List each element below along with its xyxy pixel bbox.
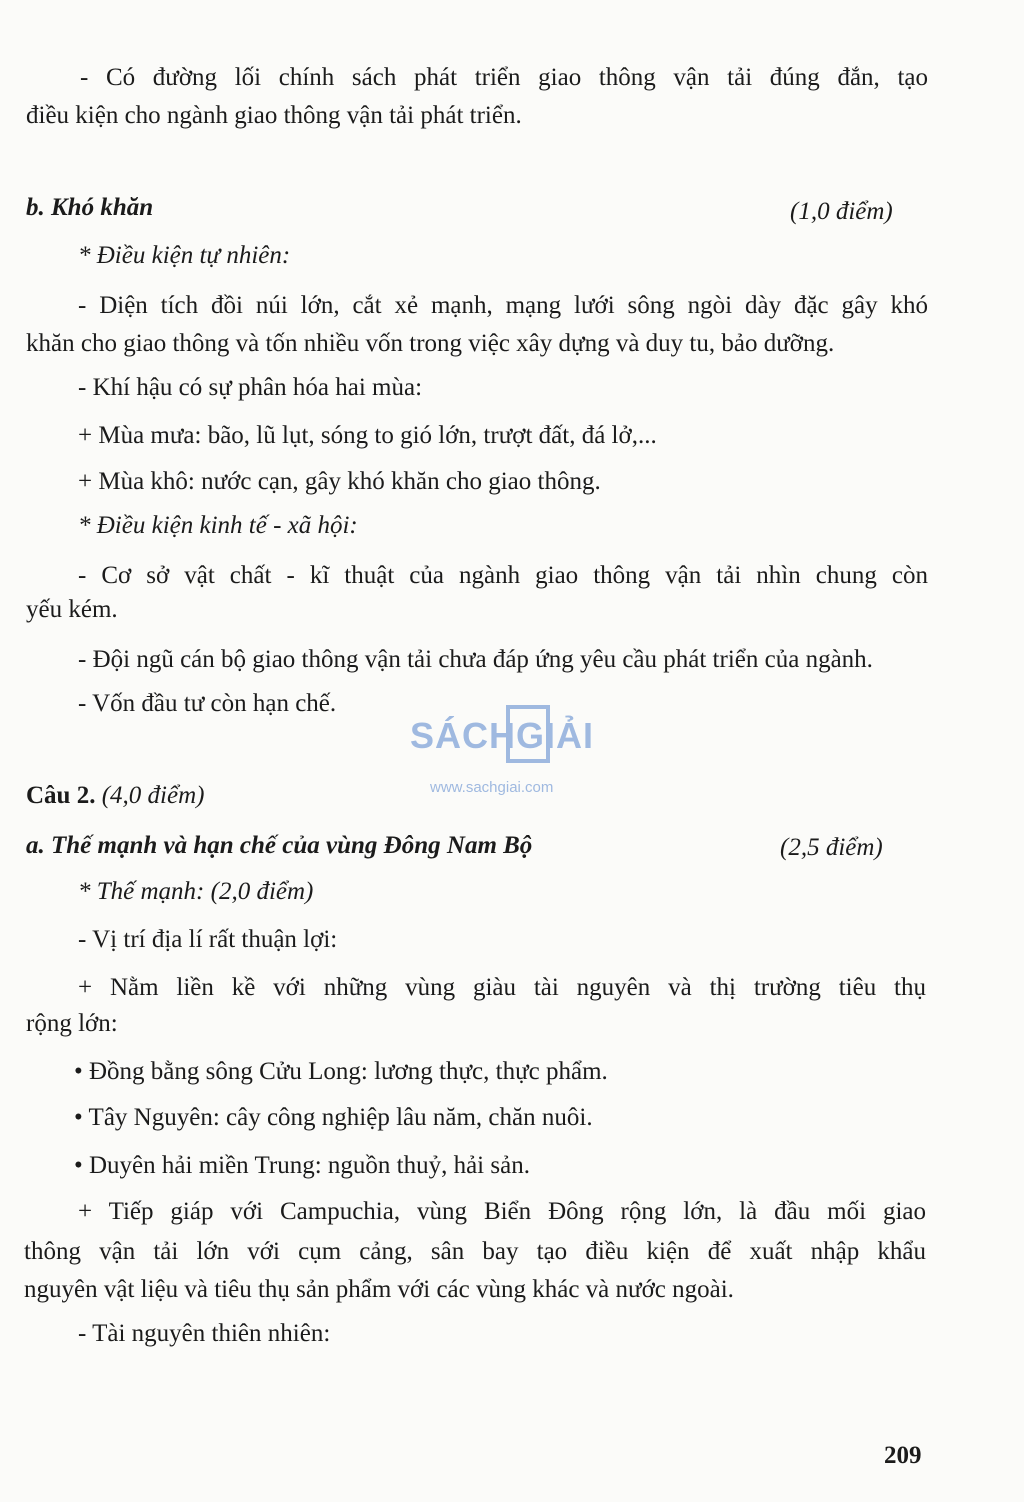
section-points-b: (1,0 điểm)	[790, 198, 893, 225]
paragraph-line: - Đội ngũ cán bộ giao thông vận tải chưa đáp ứng yêu cầu phát triển của ngành.	[78, 646, 873, 673]
paragraph-line: - Khí hậu có sự phân hóa hai mùa:	[78, 374, 423, 401]
paragraph-line: nguyên vật liệu và tiêu thụ sản phẩm với các vùng khác và nước ngoài.	[24, 1276, 734, 1303]
paragraph-line: - Vị trí địa lí rất thuận lợi:	[78, 926, 338, 953]
watermark-logo	[410, 703, 620, 803]
section-heading-b: b. Khó khăn	[26, 194, 154, 221]
paragraph-line: - Diện tích đồi núi lớn, cắt xẻ mạnh, mạng lưới sông ngòi dày đặc gây khó	[78, 292, 928, 319]
watermark-url: www.sachgiai.com	[430, 779, 554, 796]
paragraph-line: + Mùa khô: nước cạn, gây khó khăn cho giao thông.	[78, 468, 601, 495]
paragraph-line: yếu kém.	[26, 596, 118, 623]
paragraph-line: + Mùa mưa: bão, lũ lụt, sóng to gió lớn, trượt đất, đá lở,...	[78, 422, 657, 449]
section-points-a: (2,5 điểm)	[780, 834, 883, 861]
watermark-brand: SÁCHGIẢI	[410, 715, 595, 756]
paragraph-line: + Nằm liền kề với những vùng giàu tài nguyên và thị trường tiêu thụ	[78, 974, 926, 1001]
paragraph-line: + Tiếp giáp với Campuchia, vùng Biển Đông rộng lớn, là đầu mối giao	[78, 1198, 926, 1225]
paragraph-line: - Cơ sở vật chất - kĩ thuật của ngành giao thông vận tải nhìn chung còn	[78, 562, 928, 589]
paragraph-line: - Vốn đầu tư còn hạn chế.	[78, 690, 337, 717]
subheading-socioeconomic-conditions: * Điều kiện kinh tế - xã hội:	[78, 512, 358, 539]
paragraph-line: thông vận tải lớn với cụm cảng, sân bay tạo điều kiện để xuất nhập khẩu	[24, 1238, 926, 1265]
page-number: 209	[884, 1442, 922, 1469]
paragraph-line: - Tài nguyên thiên nhiên:	[78, 1320, 331, 1347]
question-label: Câu 2.	[26, 782, 96, 809]
paragraph-line: điều kiện cho ngành giao thông vận tải phát triển.	[26, 102, 522, 129]
bullet-item: • Tây Nguyên: cây công nghiệp lâu năm, chăn nuôi.	[74, 1104, 593, 1131]
bullet-item: • Đồng bằng sông Cửu Long: lương thực, thực phẩm.	[74, 1058, 608, 1085]
question-heading	[26, 780, 204, 812]
paragraph-line: rộng lớn:	[26, 1010, 118, 1037]
bullet-item: • Duyên hải miền Trung: nguồn thuỷ, hải sản.	[74, 1152, 530, 1179]
paragraph-line: - Có đường lối chính sách phát triển giao thông vận tải đúng đắn, tạo	[80, 64, 928, 91]
subheading-natural-conditions: * Điều kiện tự nhiên:	[78, 242, 291, 269]
paragraph-line: khăn cho giao thông và tốn nhiều vốn trong việc xây dựng và duy tu, bảo dưỡng.	[26, 330, 835, 357]
question-points: (4,0 điểm)	[101, 782, 205, 809]
subheading-strengths: * Thế mạnh: (2,0 điểm)	[78, 878, 314, 905]
section-heading-a: a. Thế mạnh và hạn chế của vùng Đông Nam Bộ	[26, 832, 533, 859]
